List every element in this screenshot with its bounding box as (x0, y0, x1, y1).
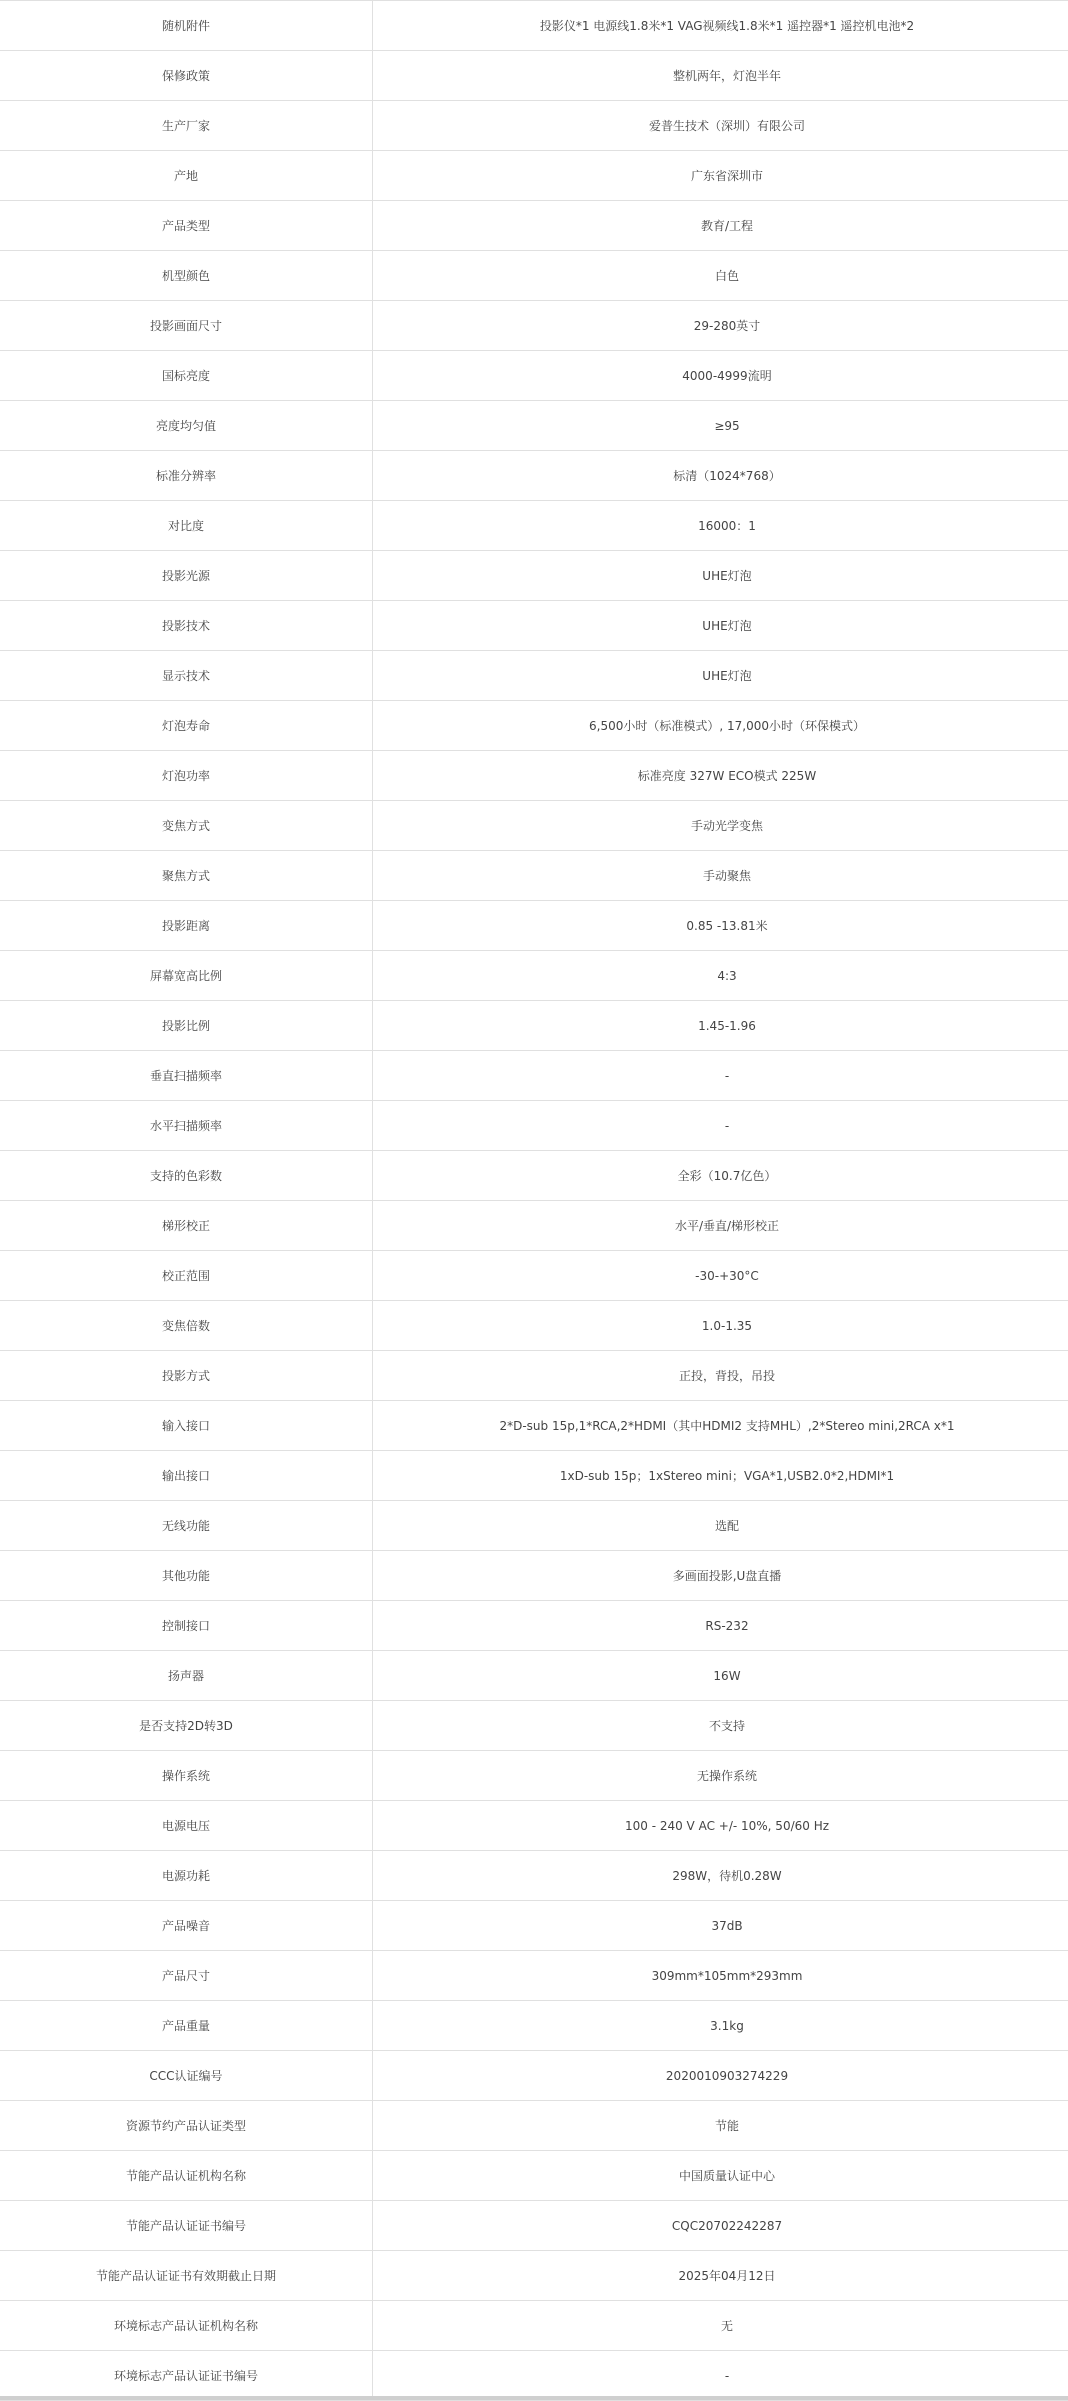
spec-label: 操作系统 (0, 1751, 373, 1801)
spec-label: 支持的色彩数 (0, 1151, 373, 1201)
spec-label: 环境标志产品认证机构名称 (0, 2301, 373, 2351)
spec-label: 水平扫描频率 (0, 1101, 373, 1151)
spec-value: 16W (373, 1651, 1068, 1701)
table-row (0, 401, 1068, 451)
spec-value: 4:3 (373, 951, 1068, 1001)
spec-value: UHE灯泡 (373, 601, 1068, 651)
spec-value: 1xD-sub 15p；1xStereo mini；VGA*1,USB2.0*2,HDMI*1 (373, 1451, 1068, 1501)
spec-label: 屏幕宽高比例 (0, 951, 373, 1001)
spec-value: 广东省深圳市 (373, 151, 1068, 201)
spec-value: 4000-4999流明 (373, 351, 1068, 401)
spec-label: 聚焦方式 (0, 851, 373, 901)
spec-label: 产品类型 (0, 201, 373, 251)
spec-value: 无操作系统 (373, 1751, 1068, 1801)
spec-label: 扬声器 (0, 1651, 373, 1701)
spec-value: 29-280英寸 (373, 301, 1068, 351)
spec-label: 生产厂家 (0, 101, 373, 151)
spec-label: 机型颜色 (0, 251, 373, 301)
spec-value: 多画面投影,U盘直播 (373, 1551, 1068, 1601)
spec-value: 3.1kg (373, 2001, 1068, 2051)
spec-value: 标清（1024*768） (373, 451, 1068, 501)
table-row (0, 951, 1068, 1001)
spec-label: 输入接口 (0, 1401, 373, 1451)
table-row (0, 1, 1068, 51)
spec-value: 白色 (373, 251, 1068, 301)
table-row (0, 1301, 1068, 1351)
spec-value: 37dB (373, 1901, 1068, 1951)
spec-value: 正投，背投，吊投 (373, 1351, 1068, 1401)
spec-label: 随机附件 (0, 1, 373, 51)
table-row (0, 1701, 1068, 1751)
spec-value: -30-+30°C (373, 1251, 1068, 1301)
spec-value: 选配 (373, 1501, 1068, 1551)
table-row (0, 201, 1068, 251)
spec-label: 垂直扫描频率 (0, 1051, 373, 1101)
spec-value: 1.45-1.96 (373, 1001, 1068, 1051)
spec-label: 梯形校正 (0, 1201, 373, 1251)
spec-label: 节能产品认证证书有效期截止日期 (0, 2251, 373, 2301)
spec-value: 16000：1 (373, 501, 1068, 551)
table-row (0, 1251, 1068, 1301)
table-row (0, 1201, 1068, 1251)
spec-value: - (373, 1051, 1068, 1101)
spec-label: 输出接口 (0, 1451, 373, 1501)
table-row (0, 2151, 1068, 2201)
table-row (0, 1601, 1068, 1651)
table-row (0, 2051, 1068, 2101)
table-row (0, 1051, 1068, 1101)
spec-label: 投影距离 (0, 901, 373, 951)
spec-value: 2020010903274229 (373, 2051, 1068, 2101)
table-row (0, 351, 1068, 401)
spec-value: 标准亮度 327W ECO模式 225W (373, 751, 1068, 801)
table-row (0, 1901, 1068, 1951)
table-row (0, 1351, 1068, 1401)
table-row (0, 1401, 1068, 1451)
spec-label: CCC认证编号 (0, 2051, 373, 2101)
spec-label: 电源功耗 (0, 1851, 373, 1901)
table-row (0, 1101, 1068, 1151)
spec-label: 亮度均匀值 (0, 401, 373, 451)
spec-label: 变焦倍数 (0, 1301, 373, 1351)
table-row (0, 2101, 1068, 2151)
spec-label: 校正范围 (0, 1251, 373, 1301)
spec-label: 投影技术 (0, 601, 373, 651)
spec-label: 投影光源 (0, 551, 373, 601)
spec-table-body (0, 1, 1068, 2401)
spec-value: - (373, 2351, 1068, 2401)
spec-label: 对比度 (0, 501, 373, 551)
spec-value: 6,500小时（标准模式）, 17,000小时（环保模式） (373, 701, 1068, 751)
table-row (0, 1651, 1068, 1701)
table-row (0, 251, 1068, 301)
spec-value: 教育/工程 (373, 201, 1068, 251)
spec-label: 环境标志产品认证证书编号 (0, 2351, 373, 2401)
spec-label: 灯泡功率 (0, 751, 373, 801)
table-row (0, 1151, 1068, 1201)
spec-label: 产地 (0, 151, 373, 201)
table-row (0, 2351, 1068, 2401)
spec-value: CQC20702242287 (373, 2201, 1068, 2251)
spec-value: RS-232 (373, 1601, 1068, 1651)
table-row (0, 701, 1068, 751)
table-row (0, 301, 1068, 351)
spec-value: 节能 (373, 2101, 1068, 2151)
spec-value: 中国质量认证中心 (373, 2151, 1068, 2201)
table-row (0, 1851, 1068, 1901)
table-row (0, 451, 1068, 501)
table-row (0, 1551, 1068, 1601)
spec-label: 产品噪音 (0, 1901, 373, 1951)
table-row (0, 101, 1068, 151)
spec-value: UHE灯泡 (373, 551, 1068, 601)
spec-value: 309mm*105mm*293mm (373, 1951, 1068, 2001)
spec-label: 无线功能 (0, 1501, 373, 1551)
spec-label: 变焦方式 (0, 801, 373, 851)
spec-label: 产品重量 (0, 2001, 373, 2051)
spec-label: 其他功能 (0, 1551, 373, 1601)
spec-value: 100 - 240 V AC +/- 10%, 50/60 Hz (373, 1801, 1068, 1851)
spec-label: 投影比例 (0, 1001, 373, 1051)
spec-label: 标准分辨率 (0, 451, 373, 501)
spec-value: 1.0-1.35 (373, 1301, 1068, 1351)
spec-label: 保修政策 (0, 51, 373, 101)
spec-label: 节能产品认证机构名称 (0, 2151, 373, 2201)
spec-value: 0.85 -13.81米 (373, 901, 1068, 951)
spec-value: 水平/垂直/梯形校正 (373, 1201, 1068, 1251)
spec-value: 全彩（10.7亿色） (373, 1151, 1068, 1201)
table-row (0, 551, 1068, 601)
spec-label: 投影画面尺寸 (0, 301, 373, 351)
spec-label: 灯泡寿命 (0, 701, 373, 751)
table-row (0, 651, 1068, 701)
table-row (0, 2301, 1068, 2351)
spec-value: 爱普生技术（深圳）有限公司 (373, 101, 1068, 151)
spec-label: 产品尺寸 (0, 1951, 373, 2001)
spec-label: 国标亮度 (0, 351, 373, 401)
table-row (0, 1001, 1068, 1051)
table-row (0, 851, 1068, 901)
spec-value: 手动聚焦 (373, 851, 1068, 901)
spec-value: ≥95 (373, 401, 1068, 451)
spec-label: 显示技术 (0, 651, 373, 701)
spec-label: 电源电压 (0, 1801, 373, 1851)
bottom-divider (0, 2396, 1068, 2400)
table-row (0, 1951, 1068, 2001)
table-row (0, 1501, 1068, 1551)
spec-value: - (373, 1101, 1068, 1151)
table-row (0, 751, 1068, 801)
table-row (0, 901, 1068, 951)
spec-value: 无 (373, 2301, 1068, 2351)
spec-label: 控制接口 (0, 1601, 373, 1651)
table-row (0, 601, 1068, 651)
table-row (0, 1751, 1068, 1801)
spec-value: 整机两年，灯泡半年 (373, 51, 1068, 101)
spec-value: 手动光学变焦 (373, 801, 1068, 851)
spec-label: 资源节约产品认证类型 (0, 2101, 373, 2151)
table-row (0, 1451, 1068, 1501)
table-row (0, 1801, 1068, 1851)
table-row (0, 501, 1068, 551)
spec-value: 投影仪*1 电源线1.8米*1 VAG视频线1.8米*1 遥控器*1 遥控机电池*2 (373, 1, 1068, 51)
table-row (0, 2201, 1068, 2251)
spec-value: 298W，待机0.28W (373, 1851, 1068, 1901)
spec-value: 2*D-sub 15p,1*RCA,2*HDMI（其中HDMI2 支持MHL）,2*Stereo mini,2RCA x*1 (373, 1401, 1068, 1451)
table-row (0, 2001, 1068, 2051)
spec-label: 节能产品认证证书编号 (0, 2201, 373, 2251)
table-row (0, 801, 1068, 851)
table-row (0, 2251, 1068, 2301)
spec-label: 是否支持2D转3D (0, 1701, 373, 1751)
table-row (0, 151, 1068, 201)
spec-value: 不支持 (373, 1701, 1068, 1751)
spec-label: 投影方式 (0, 1351, 373, 1401)
table-row (0, 51, 1068, 101)
spec-value: 2025年04月12日 (373, 2251, 1068, 2301)
spec-value: UHE灯泡 (373, 651, 1068, 701)
